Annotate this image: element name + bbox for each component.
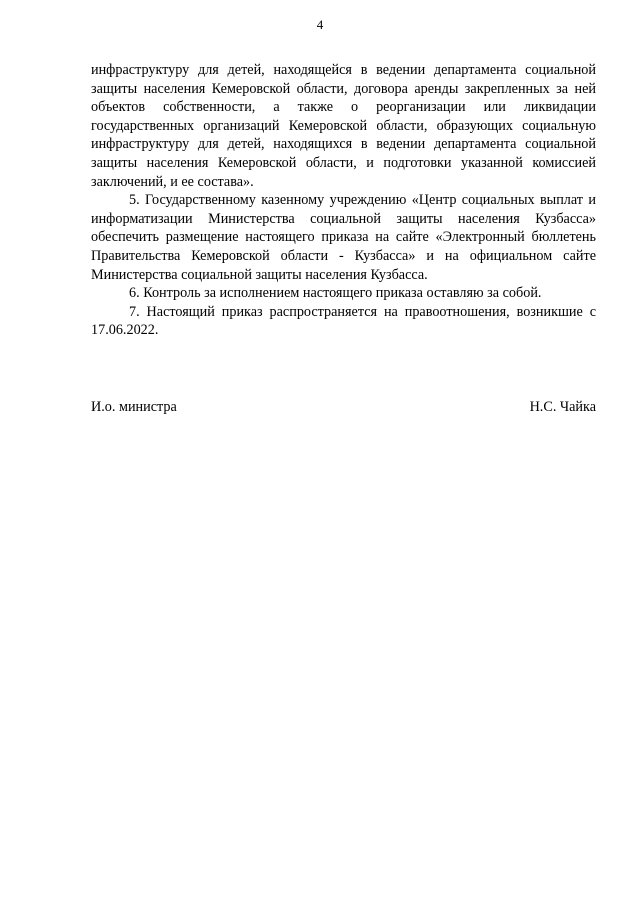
document-body [91,61,596,340]
signatory-position: И.о. министра [91,399,177,415]
paragraph-item-5: 5. Государственному казенному учреждению «Центр социальных выплат и информатизации Министерства социальной защиты населения Кузбасса» обеспечить размещение настоящего приказа на сайте «Электронный бюллетень Правительства Кемеровской области - Кузбасса» и на официальном сайте Министерства социальной защиты населения Кузбасса. [91,192,596,283]
paragraph-continuation: инфраструктуру для детей, находящейся в ведении департамента социальной защиты населения Кемеровской области, договора аренды закрепленных за ней объектов собственности, а также о реорганизации или ликвидации государственных организаций Кемеровской области, образующих социальную инфраструктуру для детей, находящихся в ведении департамента социальной защиты населения Кемеровской области, и подготовки указанной комиссией заключений, и ее состава». [91,62,596,190]
paragraph-item-7: 7. Настоящий приказ распространяется на правоотношения, возникшие с 17.06.2022. [91,303,596,339]
signatory-name: Н.С. Чайка [529,399,596,415]
signature-block [91,398,596,417]
page-number: 4 [316,17,324,32]
paragraph-item-6: 6. Контроль за исполнением настоящего приказа оставляю за собой. [129,285,542,302]
